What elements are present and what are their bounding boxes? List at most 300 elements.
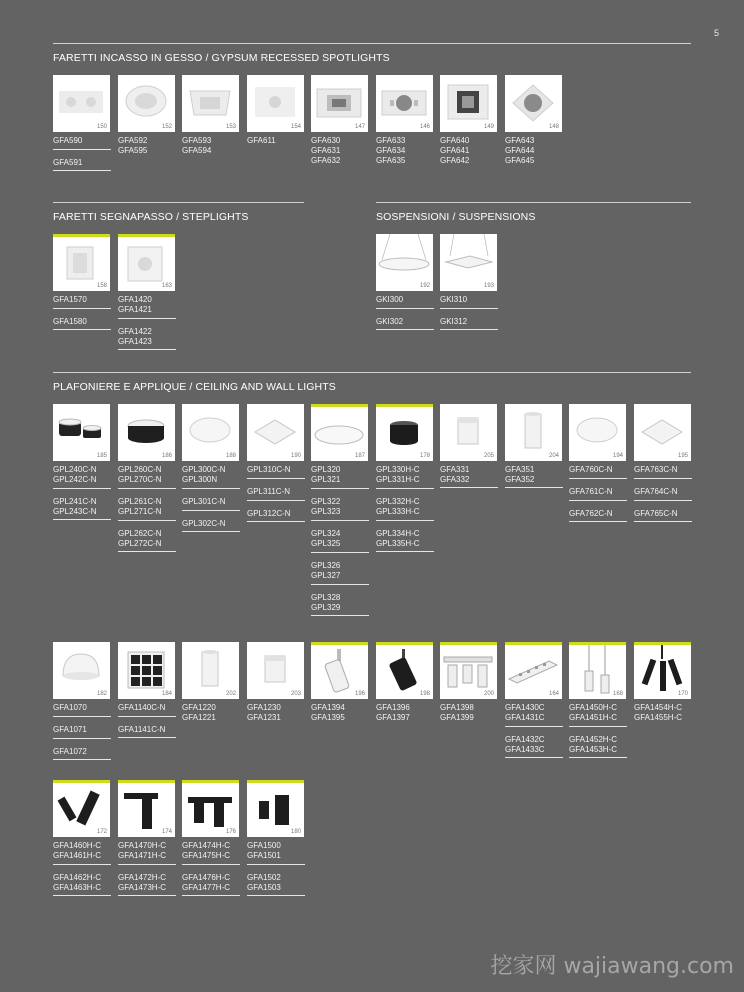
product-codes bbox=[182, 465, 240, 532]
product-card bbox=[182, 642, 240, 725]
code-group bbox=[440, 703, 498, 725]
product-card bbox=[182, 404, 240, 532]
product-code: GFA1398 bbox=[440, 703, 474, 712]
code-group bbox=[376, 308, 434, 329]
product-code: GFA1500 bbox=[247, 841, 281, 850]
product-card bbox=[569, 642, 627, 758]
catalog-page-ref: 182 bbox=[96, 691, 107, 697]
code-group bbox=[182, 488, 240, 509]
product-codes bbox=[505, 465, 563, 488]
product-codes bbox=[376, 136, 434, 168]
product-card bbox=[53, 75, 111, 171]
product-code: GFA1072 bbox=[53, 747, 87, 756]
product-code: GKI300 bbox=[376, 295, 404, 304]
product-thumbnail bbox=[569, 404, 626, 461]
product-code: GPL242C-N bbox=[53, 475, 97, 484]
code-group bbox=[505, 136, 563, 168]
catalog-page-ref: 204 bbox=[548, 453, 559, 459]
watermark: 挖家网 wajiawang.com bbox=[490, 954, 734, 979]
product-codes bbox=[53, 841, 111, 896]
product-code: GFA1395 bbox=[311, 713, 345, 722]
product-thumbnail bbox=[182, 780, 239, 837]
code-group bbox=[376, 520, 434, 551]
product-code: GFA1420 bbox=[118, 295, 152, 304]
section-rule bbox=[53, 43, 691, 44]
code-group bbox=[247, 864, 305, 895]
gy-d-product-icon bbox=[247, 75, 304, 129]
product-codes bbox=[311, 465, 369, 616]
gy-c-product-icon bbox=[182, 75, 239, 129]
cl-grid-product-icon bbox=[118, 642, 175, 696]
product-codes bbox=[118, 465, 176, 552]
product-code: GPL321 bbox=[311, 475, 341, 484]
product-code: GPL240C-N bbox=[53, 465, 97, 474]
code-group bbox=[53, 703, 111, 715]
code-separator bbox=[376, 329, 434, 330]
product-card bbox=[118, 642, 176, 738]
code-group bbox=[634, 465, 692, 477]
product-thumbnail bbox=[53, 234, 110, 291]
code-separator bbox=[118, 895, 176, 896]
product-thumbnail bbox=[53, 642, 110, 699]
code-separator bbox=[569, 757, 627, 758]
section-title-gypsum: FARETTI INCASSO IN GESSO / GYPSUM RECESSED SPOTLIGHTS bbox=[53, 52, 390, 64]
catalog-page-ref: 188 bbox=[225, 453, 236, 459]
product-code: GFA1422 bbox=[118, 327, 152, 336]
page-number: 5 bbox=[714, 28, 720, 38]
code-separator bbox=[53, 329, 111, 330]
product-code: GKI312 bbox=[440, 317, 468, 326]
product-code: GPL335H-C bbox=[376, 539, 420, 548]
product-thumbnail bbox=[182, 404, 239, 461]
product-code: GFA1430C bbox=[505, 703, 545, 712]
code-group bbox=[118, 864, 176, 895]
susp-square-product-icon bbox=[440, 234, 497, 288]
product-code: GFA1477H-C bbox=[182, 883, 231, 892]
catalog-page-ref: 168 bbox=[612, 691, 623, 697]
cl-tube-product-icon bbox=[182, 642, 239, 696]
product-code: GFA632 bbox=[311, 156, 341, 165]
product-code: GFA1502 bbox=[247, 873, 281, 882]
catalog-page-ref: 198 bbox=[419, 691, 430, 697]
product-code: GPL310C-N bbox=[247, 465, 291, 474]
product-card bbox=[247, 75, 305, 148]
product-code: GPL312C-N bbox=[247, 509, 291, 518]
code-group bbox=[53, 738, 111, 759]
product-code: GFA640 bbox=[440, 136, 470, 145]
product-code: GFA643 bbox=[505, 136, 535, 145]
product-code: GFA590 bbox=[53, 136, 83, 145]
code-group bbox=[53, 308, 111, 329]
product-thumbnail bbox=[53, 780, 110, 837]
product-thumbnail bbox=[182, 642, 239, 699]
product-thumbnail bbox=[376, 234, 433, 291]
product-code: GFA331 bbox=[440, 465, 470, 474]
code-group bbox=[247, 478, 305, 499]
product-thumbnail bbox=[505, 404, 562, 461]
product-code: GFA1423 bbox=[118, 337, 152, 346]
product-code: GFA1450H-C bbox=[569, 703, 618, 712]
product-code: GFA593 bbox=[182, 136, 212, 145]
product-code: GFA1071 bbox=[53, 725, 87, 734]
product-thumbnail bbox=[440, 404, 497, 461]
product-code: GFA1421 bbox=[118, 305, 152, 314]
product-code: GPL302C-N bbox=[182, 519, 226, 528]
product-code: GKI302 bbox=[376, 317, 404, 326]
product-code: GFA1462H-C bbox=[53, 873, 102, 882]
product-code: GFA1455H-C bbox=[634, 713, 683, 722]
product-code: GPL241C-N bbox=[53, 497, 97, 506]
product-codes bbox=[440, 703, 498, 725]
product-code: GFA1396 bbox=[376, 703, 410, 712]
code-group bbox=[311, 552, 369, 583]
catalog-page-ref: 146 bbox=[419, 124, 430, 130]
product-code: GFA1397 bbox=[376, 713, 410, 722]
catalog-page-ref: 185 bbox=[96, 453, 107, 459]
product-codes bbox=[118, 841, 176, 896]
code-group bbox=[247, 136, 305, 148]
code-separator bbox=[440, 487, 498, 488]
product-card bbox=[440, 234, 498, 330]
code-group bbox=[53, 295, 111, 307]
catalog-page-ref: 172 bbox=[96, 829, 107, 835]
code-group bbox=[569, 703, 627, 725]
product-code: GFA1470H-C bbox=[118, 841, 167, 850]
code-group bbox=[118, 703, 176, 715]
product-codes bbox=[182, 841, 240, 896]
code-separator bbox=[53, 895, 111, 896]
catalog-page-ref: 205 bbox=[483, 453, 494, 459]
code-group bbox=[53, 488, 111, 519]
susp-round-product-icon bbox=[376, 234, 433, 288]
product-code: GFA1471H-C bbox=[118, 851, 167, 860]
product-code: GFA1220 bbox=[182, 703, 216, 712]
section-rule bbox=[376, 202, 691, 203]
product-code: GKI310 bbox=[440, 295, 468, 304]
code-group bbox=[634, 703, 692, 725]
product-code: GPL331H-C bbox=[376, 475, 420, 484]
product-codes bbox=[53, 465, 111, 520]
code-group bbox=[53, 149, 111, 170]
product-code: GPL262C-N bbox=[118, 529, 162, 538]
product-code: GFA1472H-C bbox=[118, 873, 167, 882]
product-code: GFA764C-N bbox=[634, 487, 678, 496]
code-group bbox=[569, 726, 627, 757]
product-code: GFA1475H-C bbox=[182, 851, 231, 860]
code-group bbox=[634, 478, 692, 499]
product-code: GFA1432C bbox=[505, 735, 545, 744]
product-code: GPL311C-N bbox=[247, 487, 290, 496]
product-card bbox=[440, 642, 498, 725]
product-code: GFA591 bbox=[53, 158, 83, 167]
code-group bbox=[376, 465, 434, 487]
product-thumbnail bbox=[440, 75, 497, 132]
product-thumbnail bbox=[118, 780, 175, 837]
product-code: GFA1461H-C bbox=[53, 851, 102, 860]
product-card bbox=[53, 780, 111, 896]
product-codes bbox=[634, 703, 692, 725]
product-thumbnail bbox=[53, 75, 110, 132]
product-code: GFA352 bbox=[505, 475, 535, 484]
product-code: GFA1140C-N bbox=[118, 703, 166, 712]
product-thumbnail bbox=[311, 642, 368, 699]
code-separator bbox=[247, 895, 305, 896]
product-code: GFA633 bbox=[376, 136, 406, 145]
product-code: GFA1451H-C bbox=[569, 713, 618, 722]
product-code: GPL324 bbox=[311, 529, 341, 538]
code-group bbox=[376, 488, 434, 519]
catalog-page-ref: 194 bbox=[612, 453, 623, 459]
gy-b-product-icon bbox=[118, 75, 175, 129]
code-group bbox=[505, 703, 563, 725]
catalog-page-ref: 154 bbox=[290, 124, 301, 130]
product-codes bbox=[118, 136, 176, 158]
catalog-page-ref: 147 bbox=[354, 124, 365, 130]
product-code: GFA592 bbox=[118, 136, 148, 145]
catalog-page-ref: 186 bbox=[161, 453, 172, 459]
product-code: GPL322 bbox=[311, 497, 341, 506]
product-card bbox=[182, 780, 240, 896]
code-separator bbox=[634, 521, 692, 522]
code-group bbox=[440, 308, 498, 329]
product-code: GFA1453H-C bbox=[569, 745, 618, 754]
catalog-page-ref: 203 bbox=[290, 691, 301, 697]
cl-black-disc-product-icon bbox=[118, 404, 175, 458]
product-card bbox=[247, 404, 305, 522]
product-thumbnail bbox=[505, 75, 562, 132]
cl-box-product-icon bbox=[247, 642, 304, 696]
code-group bbox=[53, 864, 111, 895]
cl-cyl-product-icon bbox=[53, 404, 110, 458]
product-card bbox=[53, 404, 111, 520]
product-code: GPL323 bbox=[311, 507, 341, 516]
code-group bbox=[311, 465, 369, 487]
product-code: GFA1452H-C bbox=[569, 735, 618, 744]
code-separator bbox=[53, 170, 111, 171]
product-code: GFA765C-N bbox=[634, 509, 678, 518]
code-group bbox=[182, 510, 240, 531]
product-card bbox=[311, 642, 369, 725]
product-thumbnail bbox=[311, 75, 368, 132]
catalog-page-ref: 187 bbox=[354, 453, 365, 459]
product-code: GFA1230 bbox=[247, 703, 281, 712]
catalog-page-ref: 149 bbox=[483, 124, 494, 130]
product-code: GPL332H-C bbox=[376, 497, 420, 506]
section-title-steplights: FARETTI SEGNAPASSO / STEPLIGHTS bbox=[53, 211, 249, 223]
product-code: GFA645 bbox=[505, 156, 535, 165]
gy-e-product-icon bbox=[311, 75, 368, 129]
catalog-page-ref: 202 bbox=[225, 691, 236, 697]
product-codes bbox=[440, 465, 498, 488]
code-group bbox=[182, 465, 240, 487]
product-codes bbox=[247, 841, 305, 896]
code-group bbox=[440, 136, 498, 168]
product-code: GPL334H-C bbox=[376, 529, 420, 538]
product-card bbox=[505, 75, 563, 168]
product-thumbnail bbox=[118, 234, 175, 291]
catalog-page-ref: 164 bbox=[548, 691, 559, 697]
product-code: GFA642 bbox=[440, 156, 470, 165]
product-code: GPL300C-N bbox=[182, 465, 226, 474]
cl-square-product-icon bbox=[634, 404, 691, 458]
catalog-page-ref: 200 bbox=[483, 691, 494, 697]
product-card bbox=[118, 404, 176, 552]
catalog-page-ref: 190 bbox=[290, 453, 301, 459]
catalog-page-ref: 192 bbox=[419, 283, 430, 289]
code-group bbox=[182, 841, 240, 863]
code-group bbox=[376, 295, 434, 307]
code-group bbox=[440, 295, 498, 307]
product-code: GFA1070 bbox=[53, 703, 87, 712]
catalog-page-ref: 178 bbox=[419, 453, 430, 459]
code-separator bbox=[118, 737, 176, 738]
product-card bbox=[247, 642, 305, 725]
catalog-page-ref: 158 bbox=[96, 283, 107, 289]
code-separator bbox=[311, 615, 369, 616]
code-group bbox=[118, 136, 176, 158]
product-thumbnail bbox=[440, 642, 497, 699]
product-code: GFA1580 bbox=[53, 317, 87, 326]
code-separator bbox=[53, 759, 111, 760]
product-code: GFA761C-N bbox=[569, 487, 613, 496]
product-code: GFA635 bbox=[376, 156, 406, 165]
product-thumbnail bbox=[376, 75, 433, 132]
product-code: GFA1570 bbox=[53, 295, 87, 304]
product-thumbnail bbox=[247, 642, 304, 699]
product-codes bbox=[53, 703, 111, 760]
product-card bbox=[311, 404, 369, 616]
product-code: GFA332 bbox=[440, 475, 470, 484]
catalog-page-ref: 153 bbox=[225, 124, 236, 130]
code-separator bbox=[505, 487, 563, 488]
code-group bbox=[53, 841, 111, 863]
product-codes bbox=[505, 136, 563, 168]
code-group bbox=[634, 500, 692, 521]
catalog-page-ref: 148 bbox=[548, 124, 559, 130]
product-code: GPL333H-C bbox=[376, 507, 420, 516]
code-separator bbox=[182, 531, 240, 532]
product-codes bbox=[311, 136, 369, 168]
catalog-page-ref: 152 bbox=[161, 124, 172, 130]
code-group bbox=[118, 716, 176, 737]
catalog-page-ref: 195 bbox=[677, 453, 688, 459]
product-code: GPL243C-N bbox=[53, 507, 97, 516]
code-group bbox=[311, 703, 369, 725]
product-card bbox=[53, 642, 111, 760]
product-card bbox=[118, 780, 176, 896]
product-code: GFA1463H-C bbox=[53, 883, 102, 892]
product-code: GFA594 bbox=[182, 146, 212, 155]
code-group bbox=[247, 465, 305, 477]
catalog-page-ref: 163 bbox=[161, 283, 172, 289]
catalog-page-ref: 170 bbox=[677, 691, 688, 697]
product-code: GFA1454H-C bbox=[634, 703, 683, 712]
product-code: GFA631 bbox=[311, 146, 341, 155]
product-card bbox=[376, 642, 434, 725]
cl-dome-product-icon bbox=[53, 642, 110, 696]
product-code: GPL271C-N bbox=[118, 507, 162, 516]
product-card bbox=[53, 234, 111, 330]
product-code: GPL260C-N bbox=[118, 465, 162, 474]
code-separator bbox=[182, 895, 240, 896]
product-code: GFA1399 bbox=[440, 713, 474, 722]
product-card bbox=[311, 75, 369, 168]
product-codes bbox=[53, 136, 111, 171]
product-card bbox=[440, 404, 498, 488]
product-card bbox=[505, 404, 563, 488]
product-code: GFA1501 bbox=[247, 851, 281, 860]
product-thumbnail bbox=[118, 404, 175, 461]
code-group bbox=[311, 520, 369, 551]
code-group bbox=[182, 703, 240, 725]
product-code: GFA1231 bbox=[247, 713, 281, 722]
product-codes bbox=[376, 703, 434, 725]
catalog-page-ref: 193 bbox=[483, 283, 494, 289]
code-group bbox=[569, 478, 627, 499]
product-code: GFA763C-N bbox=[634, 465, 678, 474]
code-group bbox=[182, 136, 240, 158]
code-group bbox=[440, 465, 498, 487]
product-code: GPL327 bbox=[311, 571, 341, 580]
code-group bbox=[311, 584, 369, 615]
code-group bbox=[247, 500, 305, 521]
product-codes bbox=[311, 703, 369, 725]
code-group bbox=[53, 716, 111, 737]
product-code: GFA1394 bbox=[311, 703, 345, 712]
product-thumbnail bbox=[569, 642, 626, 699]
product-card bbox=[569, 404, 627, 522]
catalog-page-ref: 174 bbox=[161, 829, 172, 835]
code-separator bbox=[247, 521, 305, 522]
product-code: GPL325 bbox=[311, 539, 341, 548]
product-codes bbox=[569, 703, 627, 758]
product-thumbnail bbox=[505, 642, 562, 699]
product-code: GPL300N bbox=[182, 475, 218, 484]
product-code: GPL261C-N bbox=[118, 497, 162, 506]
product-codes bbox=[569, 465, 627, 522]
code-group bbox=[53, 136, 111, 148]
code-separator bbox=[118, 551, 176, 552]
catalog-page-ref: 150 bbox=[96, 124, 107, 130]
catalog-page-ref: 184 bbox=[161, 691, 172, 697]
code-group bbox=[53, 465, 111, 487]
gy-a-product-icon bbox=[53, 75, 110, 129]
product-thumbnail bbox=[311, 404, 368, 461]
code-separator bbox=[53, 519, 111, 520]
product-codes bbox=[118, 295, 176, 350]
product-card bbox=[440, 75, 498, 168]
code-group bbox=[376, 703, 434, 725]
product-code: GPL272C-N bbox=[118, 539, 162, 548]
product-code: GPL326 bbox=[311, 561, 341, 570]
product-card bbox=[505, 642, 563, 758]
section-title-ceiling: PLAFONIERE E APPLIQUE / CEILING AND WALL LIGHTS bbox=[53, 381, 336, 393]
product-code: GFA595 bbox=[118, 146, 148, 155]
product-code: GFA1473H-C bbox=[118, 883, 167, 892]
product-card bbox=[247, 780, 305, 896]
product-code: GFA760C-N bbox=[569, 465, 613, 474]
product-thumbnail bbox=[634, 642, 691, 699]
product-code: GFA351 bbox=[505, 465, 535, 474]
product-thumbnail bbox=[247, 75, 304, 132]
code-group bbox=[569, 500, 627, 521]
product-card bbox=[376, 404, 434, 552]
code-separator bbox=[376, 551, 434, 552]
product-thumbnail bbox=[634, 404, 691, 461]
product-code: GFA644 bbox=[505, 146, 535, 155]
code-separator bbox=[569, 521, 627, 522]
product-code: GFA1431C bbox=[505, 713, 545, 722]
